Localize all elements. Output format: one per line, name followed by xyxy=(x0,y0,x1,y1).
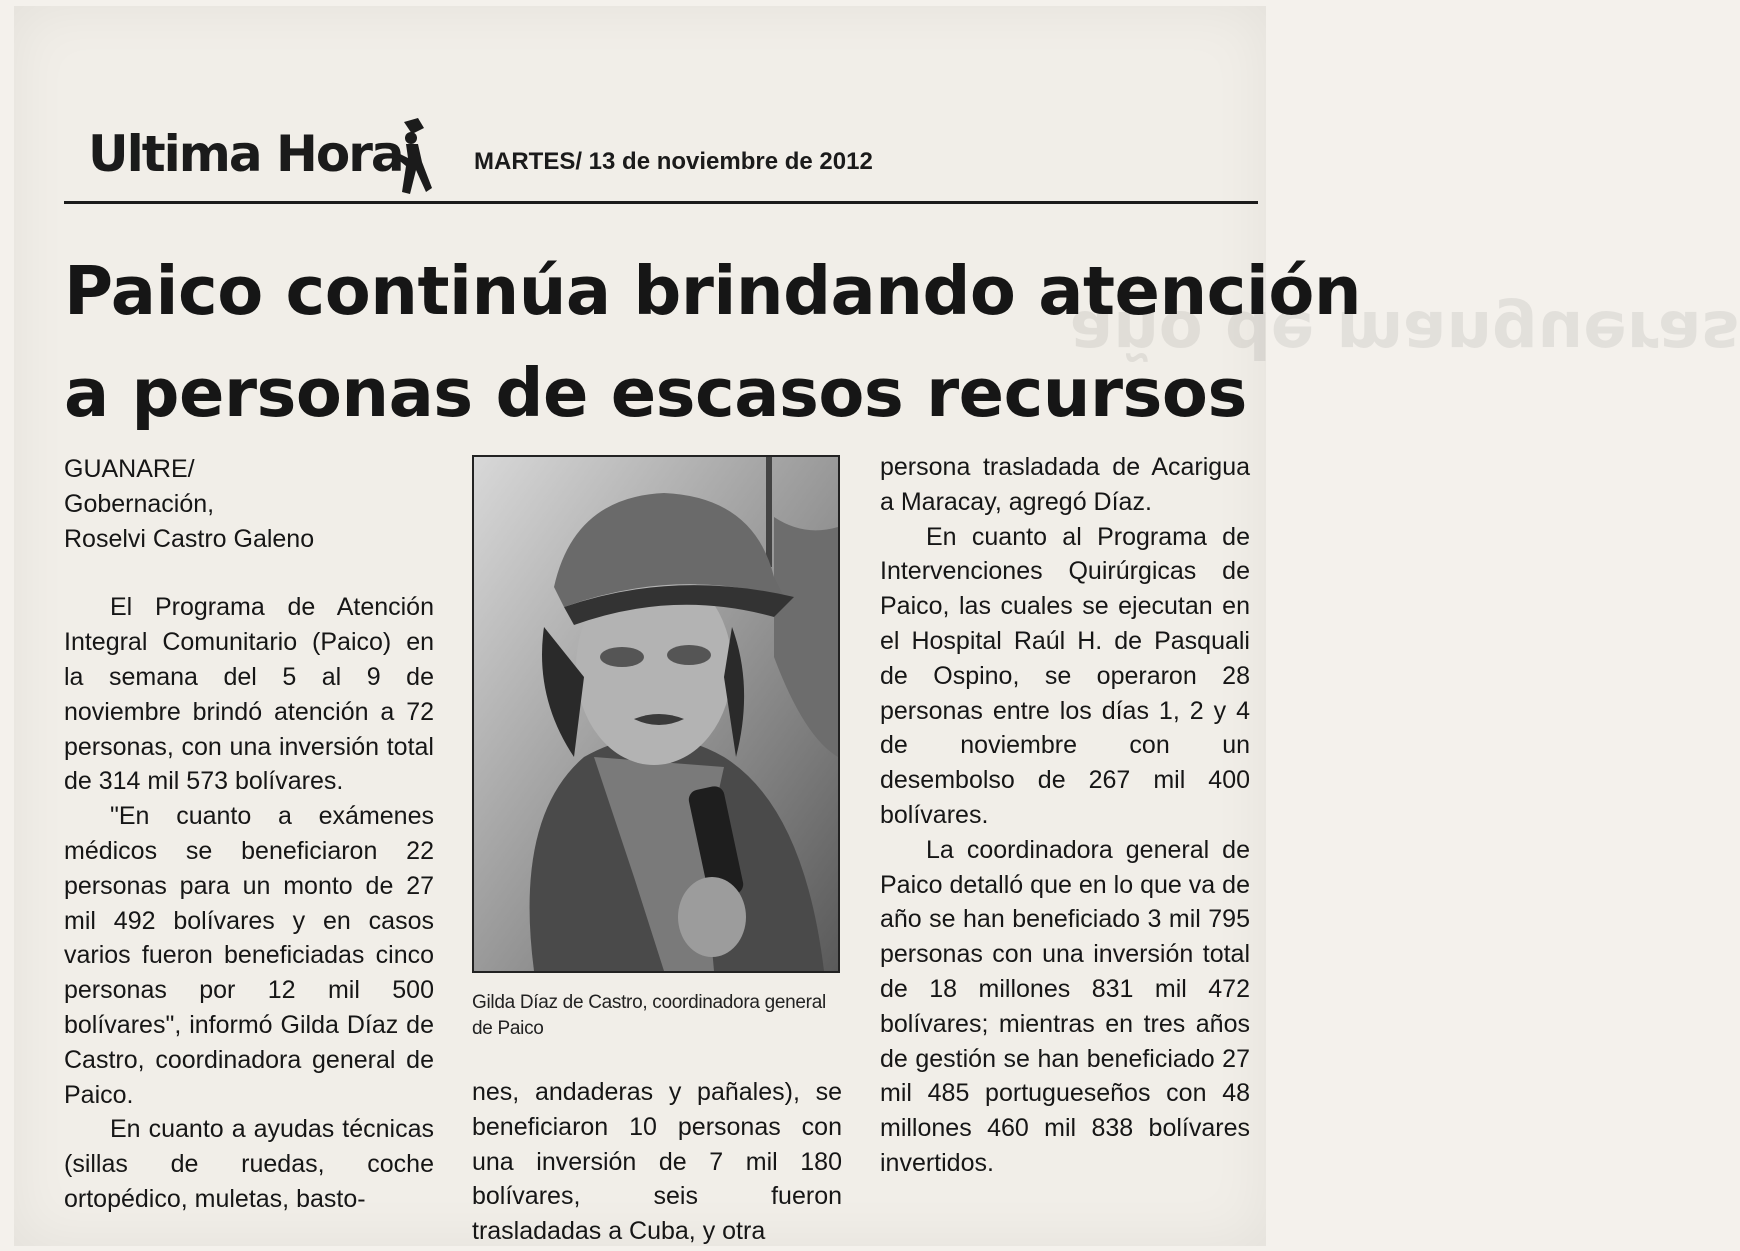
portrait-photo xyxy=(474,457,838,971)
paragraph: La coordinadora general de Paico detalló que en lo que va de año se han beneficiado 3 mil 795 personas con una inversión total de 18 millones 831 mil 472 bolívares; mientras en tres años de gestión se han beneficiado 27 mil 485 portugueseños con 48 millones 460 mil 838 bolívares invertidos. xyxy=(880,835,1250,1177)
article-column-1 xyxy=(64,452,434,1217)
newsboy-logo-icon xyxy=(386,118,436,196)
header-rule xyxy=(64,201,1258,204)
paragraph: persona trasladada de Acarigua a Maracay, agregó Díaz. xyxy=(880,453,1250,516)
masthead xyxy=(88,118,1258,198)
paragraph: En cuanto a ayudas técnicas (sillas de ruedas, coche ortopédico, muletas, basto- xyxy=(64,1115,434,1213)
dateline: MARTES/ 13 de noviembre de 2012 xyxy=(474,148,873,175)
byline-author: Roselvi Castro Galeno xyxy=(64,524,315,553)
article-column-3 xyxy=(880,450,1250,1181)
byline-source: Gobernación, xyxy=(64,489,215,518)
byline-location: GUANARE/ xyxy=(64,455,195,483)
headline-line-2: a personas de escasos recursos xyxy=(64,354,1247,432)
headline xyxy=(64,240,1362,444)
byline xyxy=(64,452,434,556)
article-column-2 xyxy=(472,1075,842,1249)
paragraph: El Programa de Atención Integral Comunitario (Paico) en la semana del 5 al 9 de noviembre brindó atención a 72 personas, con una inversión total de 314 mil 573 bolívares. xyxy=(64,593,434,796)
paragraph: "En cuanto a exámenes médicos se beneficiaron 22 personas para un monto de 27 mil 492 bolívares y en casos varios fueron beneficiadas cinco personas por 12 mil 500 bolívares", informó Gilda Díaz de Castro, coordinadora general de Paico. xyxy=(64,802,434,1109)
photo-caption: Gilda Díaz de Castro, coordinadora general de Paico xyxy=(472,992,826,1039)
newspaper-logo: Ultima Hora xyxy=(88,125,403,183)
bleed-through-text: año de mangueras xyxy=(1070,296,1740,370)
paragraph: En cuanto al Programa de Intervenciones Quirúrgicas de Paico, las cuales se ejecutan en el Hospital Raúl H. de Pasquali de Ospino, se operaron 28 personas entre los días 1, 2 y 4 de noviembre con un desembolso de 267 mil 400 bolívares. xyxy=(880,522,1250,829)
paragraph: nes, andaderas y pañales), se beneficiaron 10 personas con una inversión de 7 mil 180 bolívares, seis fueron trasladadas a Cuba, y otra xyxy=(472,1078,842,1246)
article-photo xyxy=(472,455,840,973)
headline-line-1: Paico continúa brindando atención xyxy=(64,252,1362,330)
